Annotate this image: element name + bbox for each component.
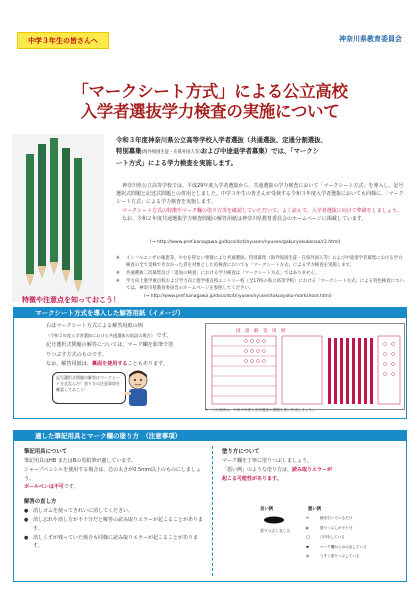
marking-examples bbox=[260, 506, 400, 578]
note-url[interactable]: (→ http://www.pref.kanagawa.jp/docs/dc4/nyusen/nyusen/tokusyoku-markshoot.html) bbox=[144, 294, 332, 299]
bad-examples-list bbox=[306, 514, 402, 562]
bad-example-item: ◐ 塗りつぶしが不十分 bbox=[306, 525, 353, 530]
sheet-title: 国 語 解 答 用 紙 bbox=[236, 329, 286, 334]
column-divider bbox=[212, 446, 213, 576]
page-title-line2: 入学者選抜学力検査の実施について bbox=[80, 102, 340, 121]
sheet-caption: ※ この用紙は、令和２年度入学者選抜の問題を基に作成しました。 bbox=[205, 408, 316, 412]
url-link-1[interactable]: (→ http://www.pref.kanagawa.jp/docs/dc4/nyusen/nyusen/gakuryokukensa/r2.html) bbox=[150, 240, 341, 245]
intro-paragraph: 令和３年度神奈川県公立高等学校入学者選抜（共通選抜、定通分割選抜、 特別募集(海外帰国生徒・在県外国人等)および中途退学者募集）では、「マークシ ート方式」による学力検査を実施します。 bbox=[116, 136, 327, 167]
note-item: ※ インフルエンザの罹患等、やむを得ない事情により共通選抜、特別募集（海外帰国生徒・在県外国人等）および中途退学者募集における学力検査の全て受検できなかった者を対象とした追検査においても「マークシート方式」による学力検査を実施します。 bbox=[116, 256, 403, 268]
note-item: ※ 学力向上進学重点校および学力向上進学重点校エントリー校（全17校の県立高等学校）における「マークシート方式」による特色検査については、神奈川県教育委員会のホームページを参照してください。 bbox=[116, 279, 404, 291]
list-item: ● 消しゴムを使ってきれいに消してください。 bbox=[24, 508, 134, 515]
bad-example-item: ● うすく塗りつぶしている bbox=[306, 554, 360, 558]
section1-header: マークシート方式を導入した解答用紙（イメージ） bbox=[13, 307, 407, 318]
list-item: ● 消しくずが残っていた場合も同様に読み取りエラーが起こることがあります。 bbox=[24, 534, 199, 550]
notes-list bbox=[116, 255, 406, 301]
bad-example-label: 悪い例 bbox=[308, 507, 322, 512]
body-paragraph: 神奈川県公立高等学校では、平成29年度入学者選抜から、共通選抜の学力検査において「マークシート方式」を導入し、記号選択式問題と記述式問題との併用としました。中学３年生の皆さんが受検する令和３年度入学者選抜においても同様に、「マークシート方式」による学力検査を実施します。 マークシート方式の特徴やマーク欄の塗り方等を確認していただいて、よく読んで、入学者選抜に向けて準備をしましょう。 なお、令和２年度共通選抜学力検査問題の解答用紙は神奈川県教育委員会のホームページに掲載しています。 bbox=[116, 183, 404, 222]
features-heading: 特徴や注意点を知っておこう！ bbox=[22, 296, 120, 304]
list-item: ● 消し忘れや消し方が不十分だと解答の読み取りエラーが起こることがあります。 bbox=[24, 516, 204, 532]
good-example-desc: 塗りつぶしました bbox=[260, 528, 291, 533]
answer-sheet-image bbox=[205, 323, 405, 410]
note-item: ※ 共通選抜二次募集及び「追加の検査」における学力検査は「マークシート方式」ではありません。 bbox=[116, 271, 320, 276]
bad-example-item: ⬬ マーク欄からはみ出している bbox=[306, 544, 367, 549]
speech-bubble: 記号選択式問題の解答はマークシート方式なんだ！塗り方の注意事項を確認しておこう！ bbox=[52, 372, 126, 404]
writing-tools-column: 筆記用具について 筆記用具はHB またはBの黒鉛筆が適しています。 シャープペンシルを使用する場合は、芯の太さが0.5mm以上のものにしましょう。 ボールペンは不可です。 解答の直し方 ● 消しゴムを使ってきれいに消してください。 ● 消し忘れや消し方が不十分だと解答の読み取りエラーが起こることがあります。 ● 消しくずが残っていた場合も同様に読み取りエラーが起こることがあります。 bbox=[24, 449, 204, 550]
pencils-illustration bbox=[12, 134, 104, 302]
marking-column: 塗り方について マーク欄を丁寧に塗りつぶしましょう。 「悪い例」のような塗り方は、読み取りエラーが 起こる可能性があります。 bbox=[222, 449, 333, 482]
section2-header: 適した筆記用具とマーク欄の塗り方 （注意事項） bbox=[13, 430, 407, 441]
good-example-label: 良い例 bbox=[260, 507, 274, 512]
organization-name: 神奈川県教育委員会 bbox=[339, 35, 402, 43]
bad-example-item: ◯ ○印をしている bbox=[306, 535, 345, 539]
student-illustration bbox=[120, 368, 156, 408]
bad-example-item: ⊖ 線を引いているだけ bbox=[306, 516, 353, 520]
page-title-line1: 「マークシート方式」による公立高校 bbox=[72, 82, 348, 101]
target-badge: 中学３年生の皆さんへ bbox=[17, 32, 109, 49]
good-mark-icon bbox=[262, 515, 286, 525]
section1-text: 右はマークシート方式による解答用紙の例 （令和２年度入学者選抜における共通選抜の国語の場合） です。記号選択式問題の解答については、マーク欄を鉛筆で塗りつぶす方式のものです。 なお、解答用紙は、裏面を使用することもあります。 bbox=[46, 323, 174, 367]
